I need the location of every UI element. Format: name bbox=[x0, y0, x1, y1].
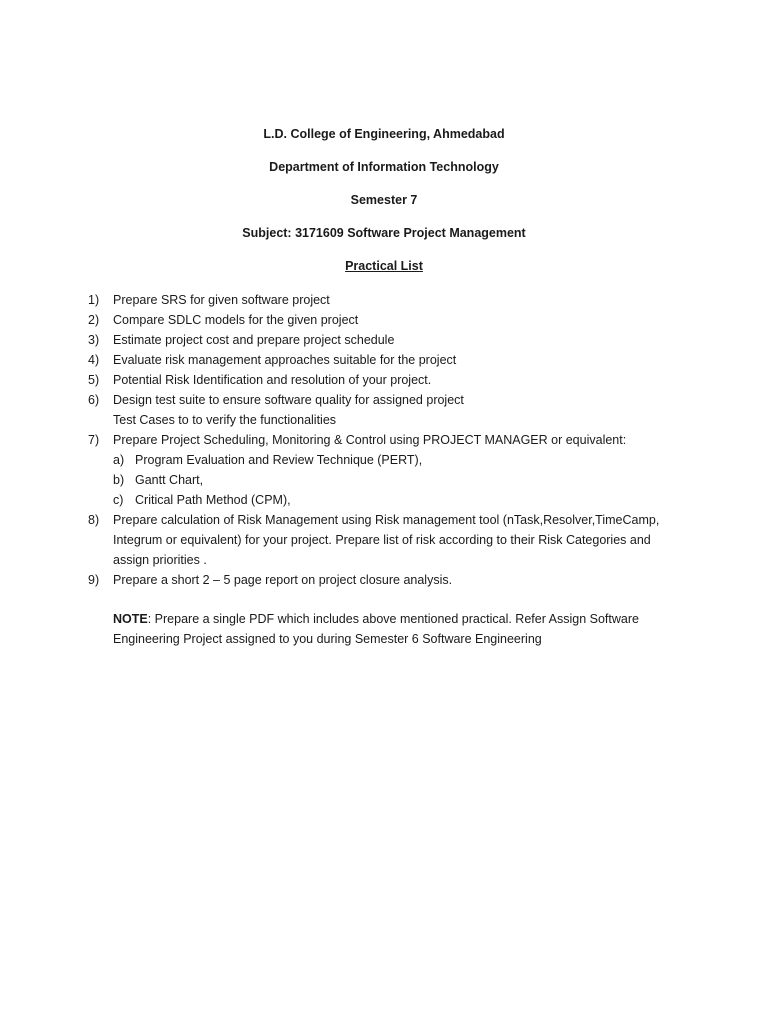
subject-title: Subject: 3171609 Software Project Management bbox=[242, 226, 526, 240]
sub-item-text: Critical Path Method (CPM), bbox=[135, 493, 291, 507]
item-text: Prepare SRS for given software project bbox=[113, 293, 330, 307]
item-number: 8) bbox=[88, 513, 100, 527]
note-line-continued: Engineering Project assigned to you during Semester 6 Software Engineering bbox=[113, 632, 542, 646]
sub-item-letter: b) bbox=[113, 473, 125, 487]
sub-item-text: Gantt Chart, bbox=[135, 473, 204, 487]
item-text: Prepare Project Scheduling, Monitoring & Control using PROJECT MANAGER or equivalent: bbox=[113, 433, 627, 447]
sub-item-text: Program Evaluation and Review Technique (PERT), bbox=[135, 453, 423, 467]
list-title-wrapper bbox=[0, 258, 768, 274]
item-text-continued: Integrum or equivalent) for your project. Prepare list of risk according to their Risk Categories and bbox=[113, 533, 651, 547]
note-paragraph bbox=[113, 609, 673, 649]
item-text: Design test suite to ensure software quality for assigned project bbox=[113, 393, 464, 407]
item-text: Compare SDLC models for the given project bbox=[113, 313, 359, 327]
sub-list-item bbox=[113, 450, 728, 470]
sub-item-letter: a) bbox=[113, 453, 125, 467]
item-number: 3) bbox=[88, 333, 100, 347]
note-line bbox=[113, 609, 673, 629]
list-item bbox=[88, 350, 728, 370]
sub-item-letter: c) bbox=[113, 493, 124, 507]
item-number: 1) bbox=[88, 293, 100, 307]
list-item bbox=[88, 510, 728, 570]
semester-label: Semester 7 bbox=[350, 193, 418, 207]
item-number: 2) bbox=[88, 313, 100, 327]
item-number: 4) bbox=[88, 353, 100, 367]
item-text-continued: assign priorities . bbox=[113, 553, 207, 567]
department-name: Department of Information Technology bbox=[269, 160, 499, 174]
list-item bbox=[88, 290, 728, 310]
list-item bbox=[88, 390, 728, 430]
item-number: 7) bbox=[88, 433, 100, 447]
item-text: Prepare calculation of Risk Management using Risk management tool (nTask,Resolver,TimeCamp, bbox=[113, 513, 660, 527]
list-item bbox=[88, 430, 728, 510]
list-item bbox=[88, 310, 728, 330]
note-label: NOTE bbox=[113, 612, 148, 626]
list-item bbox=[88, 370, 728, 390]
item-text: Evaluate risk management approaches suitable for the project bbox=[113, 353, 457, 367]
item-text-continued: Test Cases to to verify the functionalities bbox=[113, 413, 337, 427]
item-text: Estimate project cost and prepare project schedule bbox=[113, 333, 395, 347]
sub-list-item bbox=[113, 490, 728, 510]
list-item bbox=[88, 330, 728, 350]
item-text: Prepare a short 2 – 5 page report on project closure analysis. bbox=[113, 573, 453, 587]
practical-list-title: Practical List bbox=[345, 259, 423, 273]
item-number: 9) bbox=[88, 573, 100, 587]
college-name: L.D. College of Engineering, Ahmedabad bbox=[263, 127, 505, 141]
item-text: Potential Risk Identification and resolution of your project. bbox=[113, 373, 432, 387]
list-item bbox=[88, 570, 728, 590]
item-number: 5) bbox=[88, 373, 100, 387]
note-text: : Prepare a single PDF which includes above mentioned practical. Refer Assign Software bbox=[147, 612, 639, 626]
sub-list-item bbox=[113, 470, 728, 490]
item-number: 6) bbox=[88, 393, 100, 407]
practical-list bbox=[88, 290, 728, 590]
